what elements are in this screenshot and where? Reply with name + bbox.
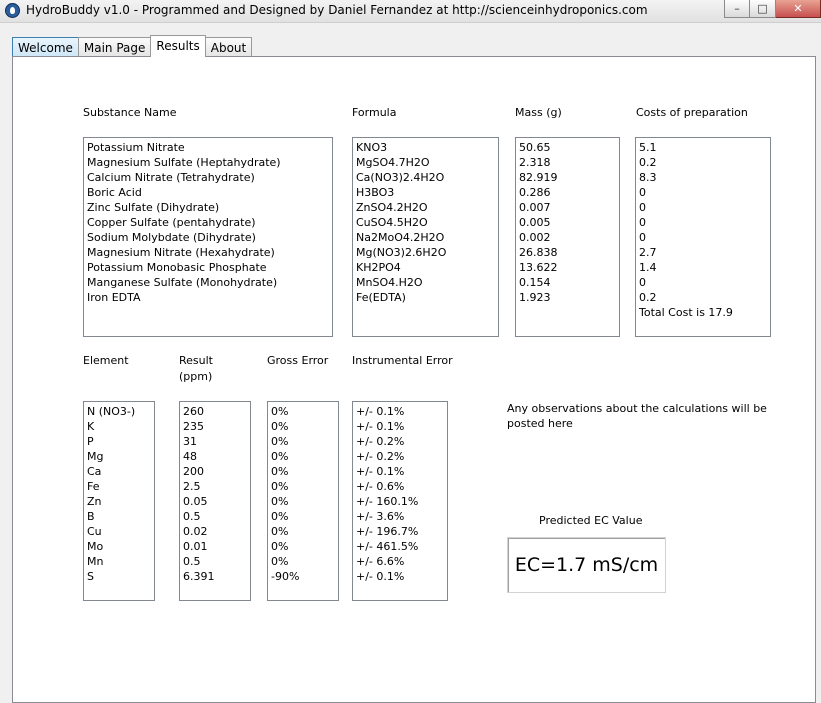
list-item: 0.02 (183, 525, 208, 538)
list-item: H3BO3 (356, 186, 395, 199)
list-item: +/- 0.2% (356, 435, 405, 448)
list-item: +/- 0.1% (356, 405, 405, 418)
list-item: 0% (271, 495, 289, 508)
element-header: Element (83, 354, 129, 367)
list-item: P (87, 435, 94, 448)
tab-strip (12, 35, 251, 57)
list-item: +/- 196.7% (356, 525, 419, 538)
list-item: 0.007 (519, 201, 551, 214)
list-item: 0.5 (183, 510, 201, 523)
list-item: 200 (183, 465, 204, 478)
list-item: 0.01 (183, 540, 208, 553)
list-item: Zinc Sulfate (Dihydrate) (87, 201, 220, 214)
list-item: 0% (271, 480, 289, 493)
list-item: 0% (271, 405, 289, 418)
gross-error-header: Gross Error (267, 354, 329, 367)
list-item: CuSO4.5H2O (356, 216, 428, 229)
list-item: 5.1 (639, 141, 657, 154)
predicted-ec-label: Predicted EC Value (539, 514, 643, 527)
list-item: +/- 461.5% (356, 540, 419, 553)
tab-main-page[interactable]: Main Page (78, 37, 152, 57)
list-item: 1.4 (639, 261, 657, 274)
app-icon (5, 3, 20, 18)
list-item: 13.622 (519, 261, 558, 274)
list-item: 0.2 (639, 156, 657, 169)
list-item: 0% (271, 420, 289, 433)
list-item: Total Cost is 17.9 (639, 306, 733, 319)
list-item: 0% (271, 450, 289, 463)
list-item: Potassium Nitrate (87, 141, 185, 154)
cost-list[interactable] (635, 137, 771, 337)
list-item: +/- 0.2% (356, 450, 405, 463)
substance-name-list[interactable] (83, 137, 333, 337)
list-item: 2.7 (639, 246, 657, 259)
list-item: Iron EDTA (87, 291, 141, 304)
result-header: Result (179, 354, 213, 367)
list-item: 48 (183, 450, 197, 463)
list-item: KH2PO4 (356, 261, 401, 274)
list-item: KNO3 (356, 141, 388, 154)
list-item: S (87, 570, 94, 583)
mass-header: Mass (g) (515, 106, 562, 119)
list-item: 0% (271, 525, 289, 538)
maximize-button[interactable]: □ (750, 0, 776, 18)
list-item: 0.002 (519, 231, 551, 244)
list-item: 0% (271, 555, 289, 568)
formula-list[interactable] (352, 137, 499, 337)
list-item: Ca (87, 465, 102, 478)
list-item: 0% (271, 540, 289, 553)
list-item: +/- 0.1% (356, 570, 405, 583)
list-item: 0 (639, 231, 646, 244)
observations-text-line1: Any observations about the calculations will be (507, 402, 767, 415)
element-list[interactable] (83, 401, 155, 601)
tab-results[interactable]: Results (150, 35, 205, 57)
list-item: 2.5 (183, 480, 201, 493)
list-item: 235 (183, 420, 204, 433)
window-controls (724, 0, 821, 20)
list-item: Mo (87, 540, 104, 553)
list-item: 0 (639, 201, 646, 214)
cost-header: Costs of preparation (636, 106, 748, 119)
title-bar[interactable] (0, 0, 821, 23)
tab-welcome[interactable]: Welcome (12, 37, 79, 57)
list-item: ZnSO4.2H2O (356, 201, 428, 214)
list-item: Fe (87, 480, 100, 493)
list-item: Zn (87, 495, 102, 508)
list-item: +/- 0.1% (356, 420, 405, 433)
result-list[interactable] (179, 401, 251, 601)
list-item: K (87, 420, 95, 433)
minimize-button[interactable]: – (724, 0, 750, 18)
instrumental-error-header: Instrumental Error (352, 354, 453, 367)
list-item: 0% (271, 465, 289, 478)
list-item: 0.286 (519, 186, 551, 199)
close-button[interactable]: ✕ (776, 0, 821, 18)
list-item: 1.923 (519, 291, 551, 304)
list-item: N (NO3-) (87, 405, 136, 418)
list-item: Potassium Monobasic Phosphate (87, 261, 267, 274)
list-item: Mg(NO3)2.6H2O (356, 246, 447, 259)
list-item: 0.05 (183, 495, 208, 508)
list-item: 0 (639, 186, 646, 199)
observations-text-line2: posted here (507, 417, 573, 430)
window-title: HydroBuddy v1.0 - Programmed and Designed by Daniel Fernandez at http://scienceinhydroponics.com (26, 3, 648, 17)
ec-value-display: EC=1.7 mS/cm (507, 537, 666, 593)
list-item: MgSO4.7H2O (356, 156, 430, 169)
formula-header: Formula (352, 106, 397, 119)
list-item: +/- 160.1% (356, 495, 419, 508)
list-item: 260 (183, 405, 204, 418)
list-item: 0.154 (519, 276, 551, 289)
result-unit-header: (ppm) (179, 370, 213, 383)
instrumental-error-list[interactable] (352, 401, 448, 601)
list-item: Fe(EDTA) (356, 291, 406, 304)
list-item: Copper Sulfate (pentahydrate) (87, 216, 256, 229)
list-item: -90% (271, 570, 300, 583)
list-item: 0% (271, 510, 289, 523)
list-item: Magnesium Nitrate (Hexahydrate) (87, 246, 275, 259)
substance-name-header: Substance Name (83, 106, 177, 119)
list-item: 26.838 (519, 246, 558, 259)
list-item: Manganese Sulfate (Monohydrate) (87, 276, 278, 289)
list-item: Calcium Nitrate (Tetrahydrate) (87, 171, 255, 184)
list-item: 8.3 (639, 171, 657, 184)
list-item: 0.2 (639, 291, 657, 304)
list-item: +/- 3.6% (356, 510, 405, 523)
list-item: 6.391 (183, 570, 215, 583)
list-item: 2.318 (519, 156, 551, 169)
list-item: 0 (639, 216, 646, 229)
list-item: Sodium Molybdate (Dihydrate) (87, 231, 256, 244)
list-item: Ca(NO3)2.4H2O (356, 171, 445, 184)
list-item: 0.005 (519, 216, 551, 229)
gross-error-list[interactable] (267, 401, 339, 601)
list-item: B (87, 510, 95, 523)
mass-list[interactable] (515, 137, 620, 337)
list-item: Cu (87, 525, 102, 538)
list-item: MnSO4.H2O (356, 276, 423, 289)
list-item: 0 (639, 276, 646, 289)
tab-about[interactable]: About (205, 37, 252, 57)
list-item: +/- 6.6% (356, 555, 405, 568)
list-item: 31 (183, 435, 197, 448)
list-item: 50.65 (519, 141, 551, 154)
list-item: +/- 0.1% (356, 465, 405, 478)
list-item: Mn (87, 555, 104, 568)
list-item: 82.919 (519, 171, 558, 184)
list-item: Mg (87, 450, 104, 463)
list-item: 0% (271, 435, 289, 448)
list-item: Na2MoO4.2H2O (356, 231, 445, 244)
list-item: 0.5 (183, 555, 201, 568)
list-item: +/- 0.6% (356, 480, 405, 493)
list-item: Magnesium Sulfate (Heptahydrate) (87, 156, 281, 169)
list-item: Boric Acid (87, 186, 142, 199)
